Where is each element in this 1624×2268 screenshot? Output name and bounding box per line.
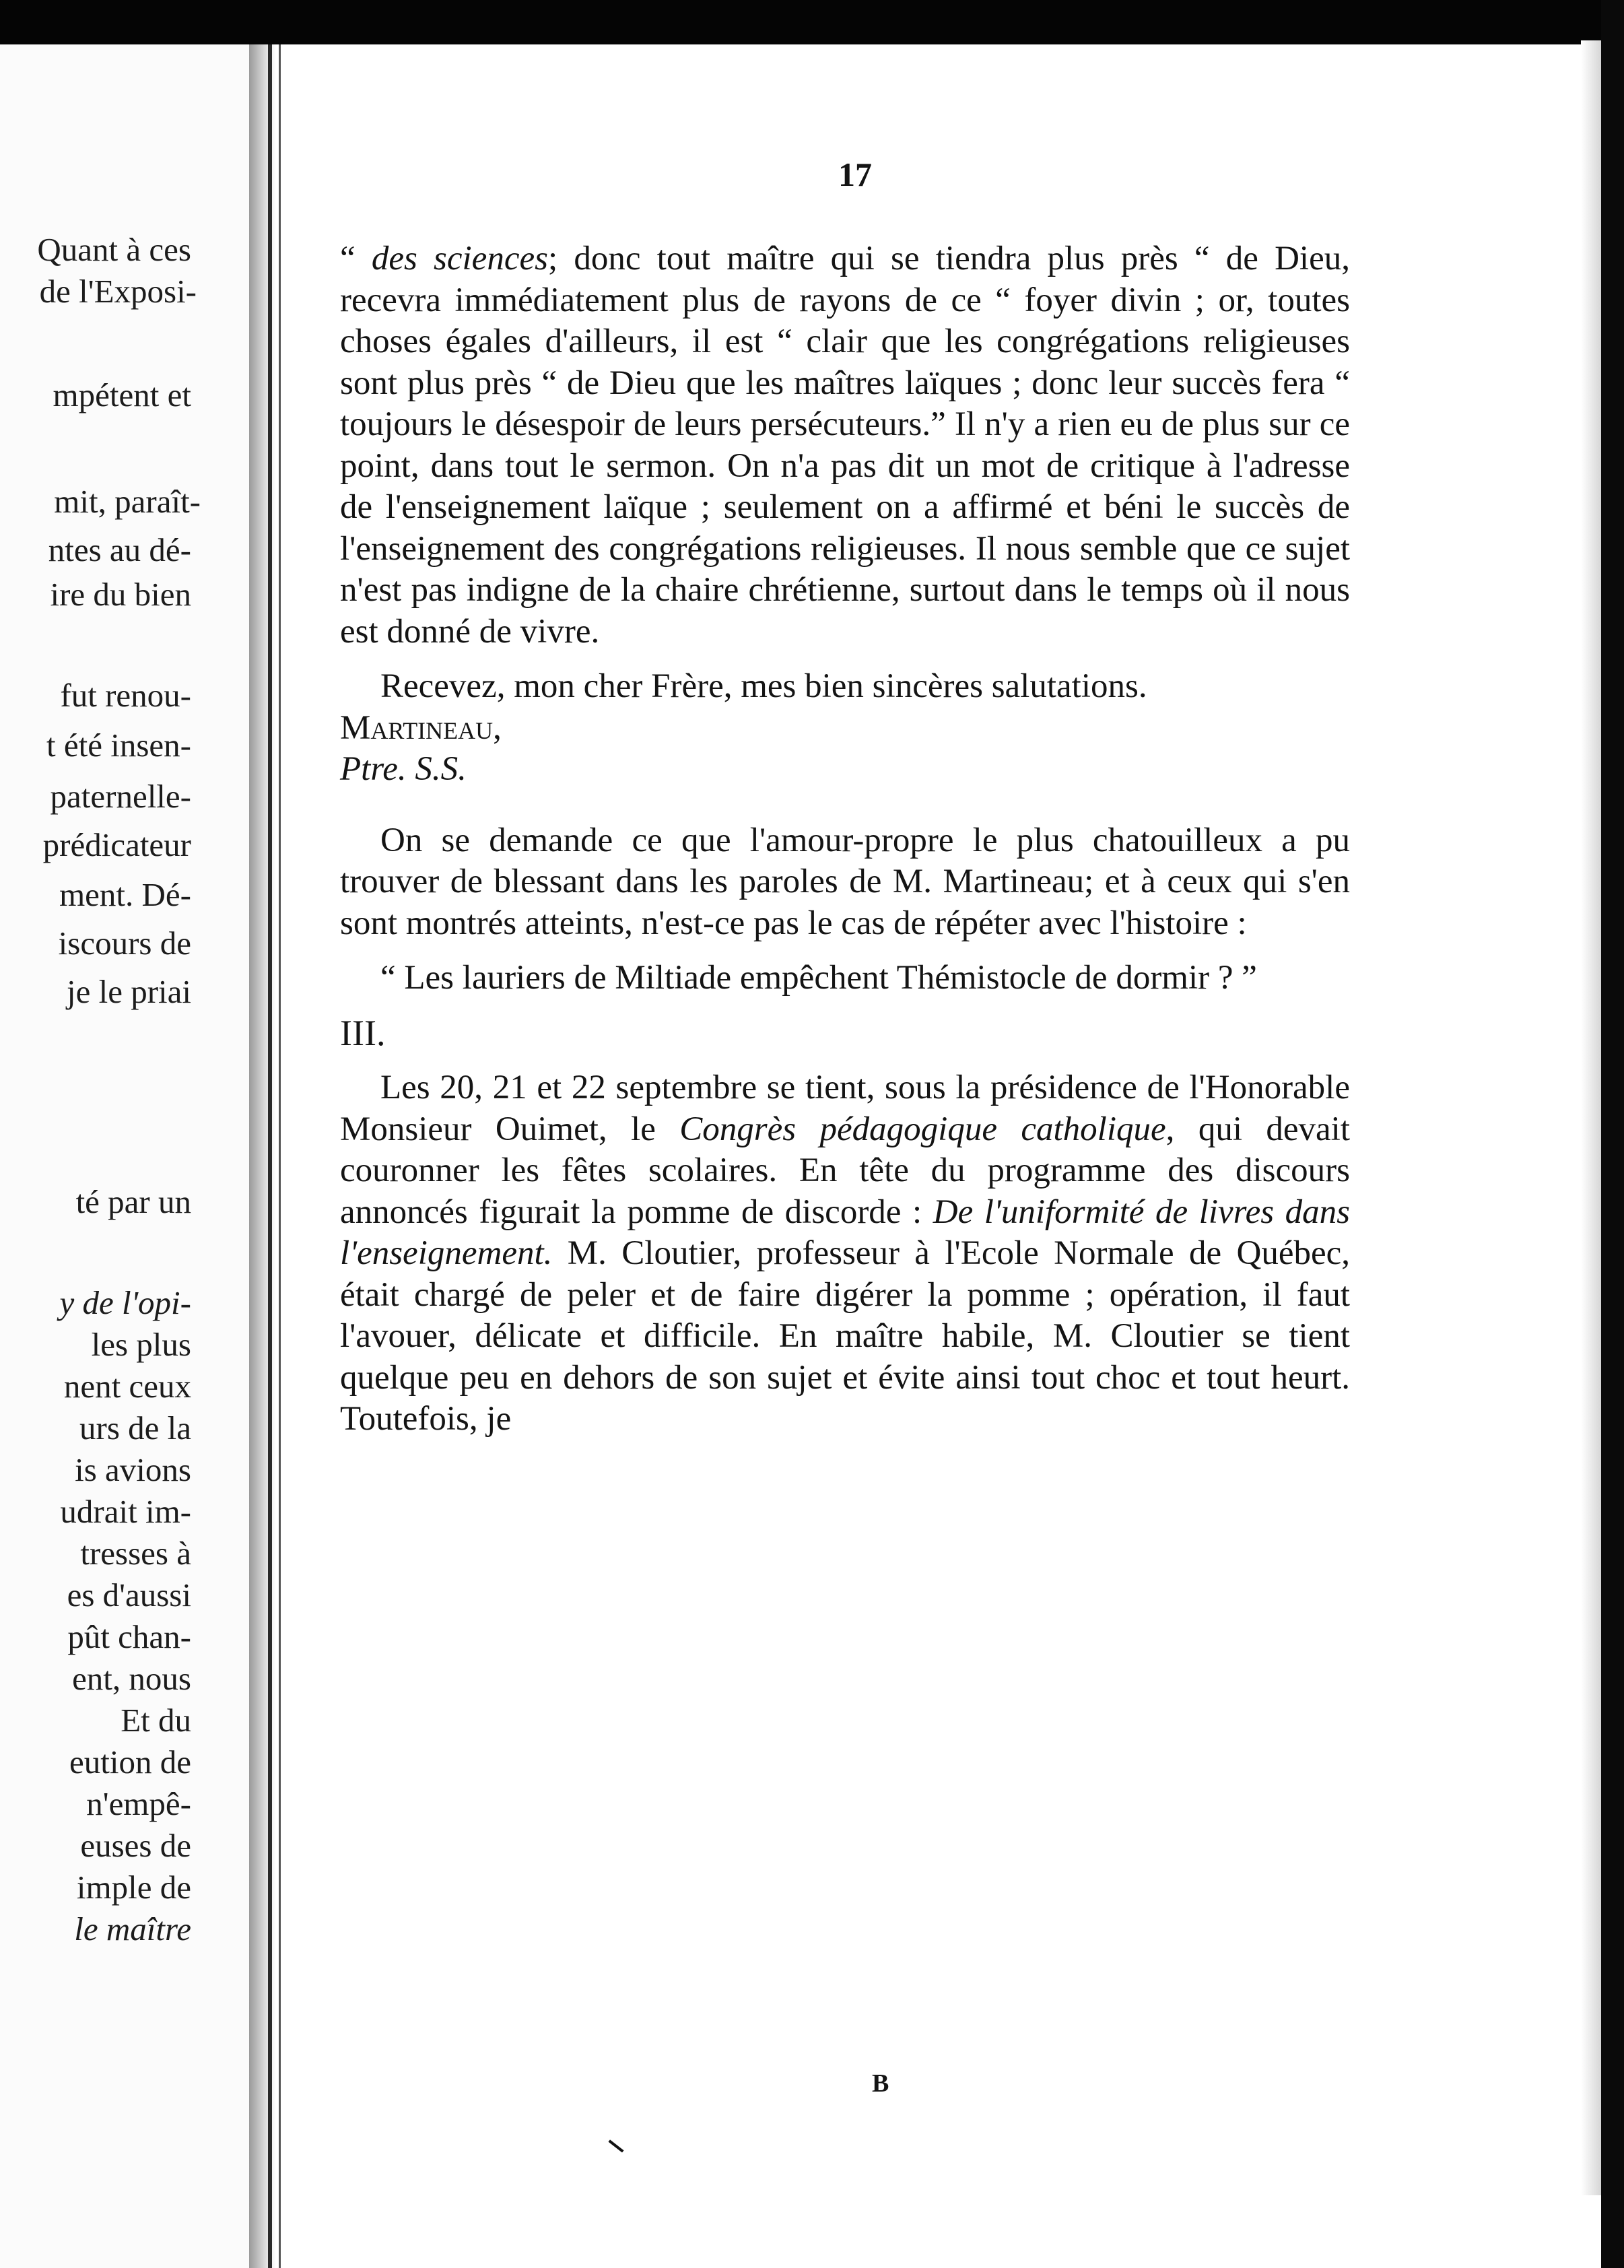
signature-name: Martineau,: [340, 708, 502, 747]
left-line: es d'aussi: [67, 1576, 191, 1613]
book-gutter: [249, 44, 276, 2268]
paragraph-quotation: “ Les lauriers de Miltiade empêchent Thémistocle de dormir ? ”: [380, 959, 1257, 997]
page-edge-shadow: [1581, 40, 1601, 2195]
left-line: les plus: [91, 1326, 191, 1363]
left-line: mit, paraît-: [54, 483, 201, 520]
section-heading: III.: [340, 1012, 386, 1053]
open-quote: “: [340, 240, 356, 277]
italic-phrase: De l'uniformité de livres dans l'enseignement.: [340, 1193, 1350, 1272]
left-line: ire du bien: [50, 576, 191, 613]
left-line: mpétent et: [53, 376, 191, 413]
left-line: ntes au dé-: [48, 531, 191, 568]
paragraph-quote-continuation: [340, 238, 1350, 653]
left-line: ent, nous: [72, 1660, 191, 1697]
left-line: iscours de: [58, 925, 191, 962]
italic-phrase: des sciences: [371, 240, 548, 277]
scan-right-border: [1601, 0, 1624, 2268]
page-number: 17: [838, 156, 872, 193]
left-line: euses de: [80, 1827, 191, 1864]
paragraph-text: Les 20, 21 et 22 septembre se tient, sous la présidence de l'Honorable Monsieur Ouimet, le: [340, 1069, 1350, 1148]
printer-signature-mark: B: [872, 2069, 889, 2098]
scan-top-border: [0, 0, 1624, 44]
gutter-line: [279, 44, 281, 2268]
signature-title: Ptre. S.S.: [340, 750, 467, 788]
left-page-fragment: [0, 44, 269, 2268]
left-line: je le priai: [66, 973, 191, 1010]
scan-speck: [609, 2139, 624, 2152]
paragraph-text: M. Cloutier, professeur à l'Ecole Normale de Québec, était chargé de peler et de faire digérer la pomme ; opération, il faut l'avouer, délicate et difficile. En maître habile, M. Cloutier se tient quelque peu en dehors de son sujet et évite ainsi tout choc et tout heurt. Toutefois, je: [340, 1234, 1350, 1438]
paragraph-question: On se demande ce que l'amour-propre le plus chatouilleux a pu trouver de blessant dans les paroles de M. Martineau; et à ceux qui s'en sont montrés atteints, n'est-ce pas le cas de répéter avec l'histoire :: [340, 821, 1350, 942]
paragraph-salutation: Recevez, mon cher Frère, mes bien sincères salutations.: [380, 667, 1147, 705]
left-line: le maître: [74, 1910, 191, 1947]
left-line: udrait im-: [60, 1493, 191, 1530]
left-line: tresses à: [80, 1535, 191, 1572]
left-line: t été insen-: [46, 727, 191, 764]
left-line: n'empê-: [86, 1785, 191, 1822]
left-line: Et du: [121, 1702, 191, 1739]
left-line: is avions: [75, 1451, 191, 1488]
left-line: y de l'opi-: [59, 1284, 191, 1321]
left-line: imple de: [76, 1869, 191, 1906]
left-line: Quant à ces: [37, 231, 191, 268]
paragraph-congress: [340, 1067, 1350, 1440]
paragraph-text: , qui devait couronner les fêtes scolaires. En tête du programme des discours annoncés figurait la pomme de discorde :: [340, 1110, 1351, 1231]
left-line: ment. Dé-: [59, 876, 191, 913]
italic-phrase: Congrès pédagogique catholique: [679, 1110, 1166, 1148]
left-line: paternelle-: [50, 778, 191, 815]
paragraph-text: ; donc tout maître qui se tiendra plus près “ de Dieu, recevra immédiatement plus de rayons de ce “ foyer divin ; or, toutes choses égales d'ailleurs, il est “ clair que les congrégations religieuses sont plus près “ de Dieu que les maîtres laïques ; donc leur succès fera “ toujours le désespoir de leurs persécuteurs.” Il n'y a rien eu de plus sur ce point, dans tout le sermon. On n'a pas dit un mot de critique à l'adresse de l'enseignement laïque ; seulement on a affirmé et béni le succès de l'enseignement des congrégations religieuses. Il nous semble que ce sujet n'est pas indigne de la chaire chrétienne, surtout dans le temps où il nous est donné de vivre.: [340, 240, 1350, 651]
gutter-line: [268, 44, 272, 2268]
left-line: prédicateur: [42, 826, 191, 863]
left-line: eution de: [69, 1743, 191, 1780]
left-line: té par un: [75, 1183, 191, 1220]
left-line: urs de la: [79, 1409, 191, 1446]
left-line: pût chan-: [67, 1618, 191, 1655]
left-line: nent ceux: [63, 1368, 191, 1405]
left-line: de l'Exposi-: [39, 273, 197, 310]
left-line: fut renou-: [60, 677, 191, 714]
page-body: [340, 238, 1350, 1440]
